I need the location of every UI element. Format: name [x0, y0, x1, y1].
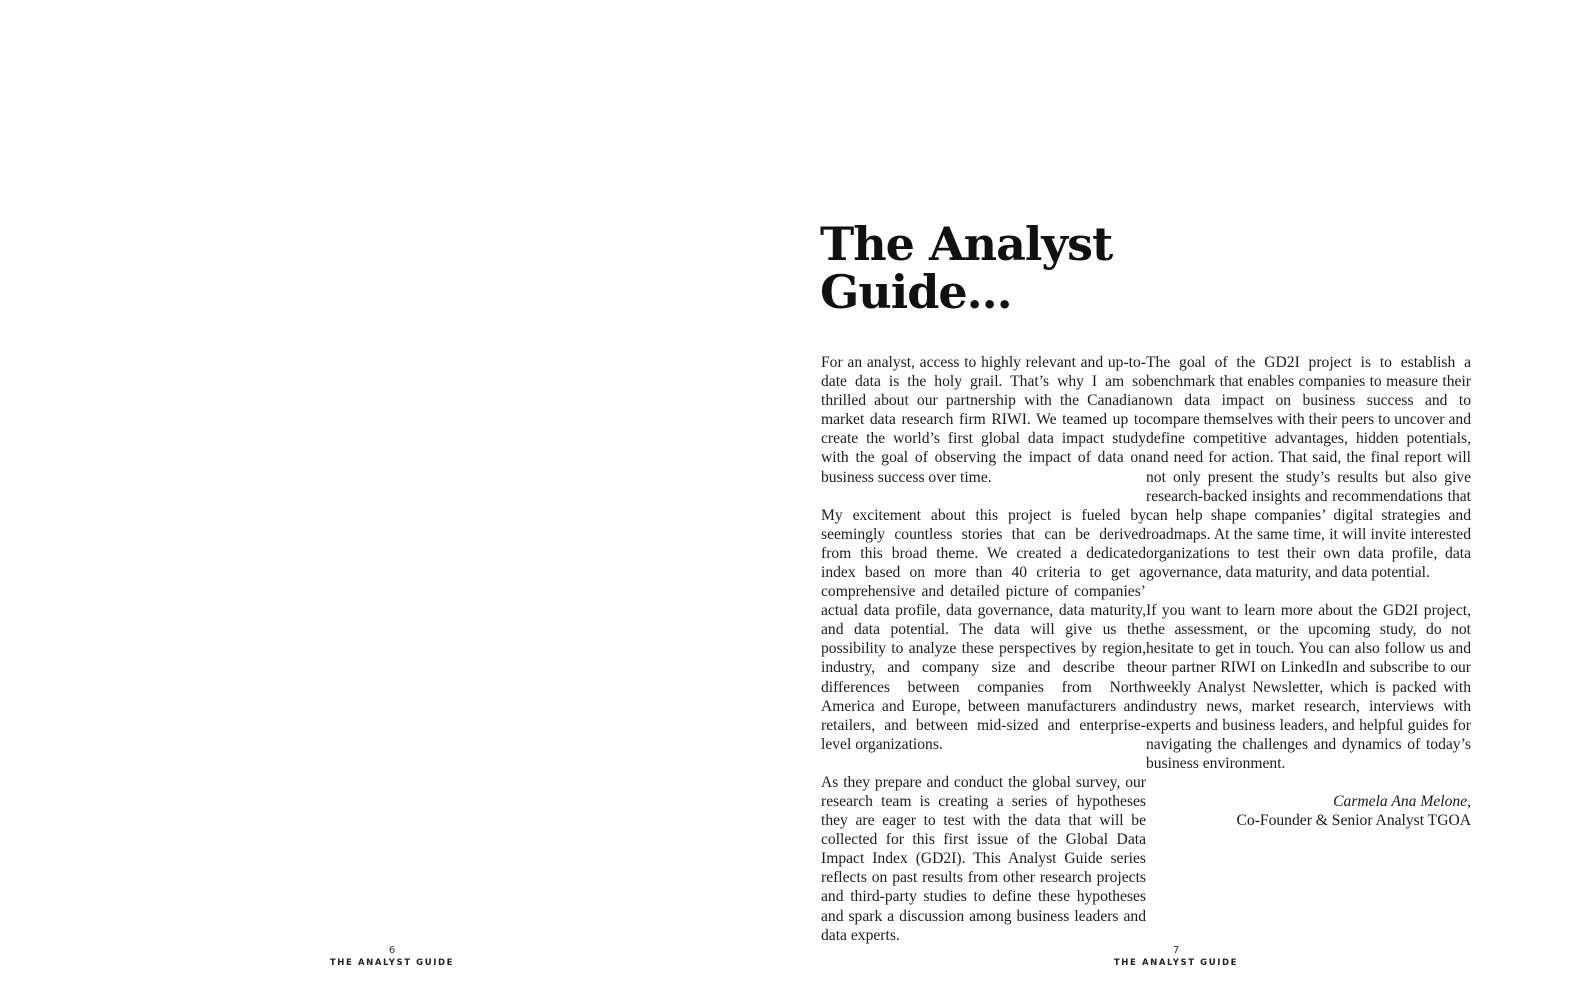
right-page	[794, 0, 1587, 998]
paragraph: If you want to learn more about the GD2I project, the assessment, or the upcoming study, do not hesitate to get in touch. You can also follow us and our partner RIWI on LinkedIn and subscribe to our weekly Analyst Newsletter, which is packed with industry news, market research, interviews with experts and business leaders, and helpful guides for navigating the challenges and dynamics of today’s business environment.	[1146, 602, 1471, 772]
page-number: 7	[1172, 945, 1180, 956]
left-page	[0, 0, 793, 998]
running-footer: THE ANALYST GUIDE	[329, 958, 455, 968]
signature-role: Co-Founder & Senior Analyst TGOA	[1236, 812, 1471, 830]
right-page-footer	[1076, 944, 1276, 969]
title-line-2: Guide...	[820, 265, 1012, 319]
signature-name: Carmela Ana Melone,	[1333, 792, 1471, 810]
text-column-left	[821, 353, 1146, 945]
signature-block	[1146, 792, 1471, 830]
left-page-footer	[292, 944, 492, 969]
running-footer: THE ANALYST GUIDE	[1113, 958, 1239, 968]
body-columns	[821, 353, 1471, 945]
page-number: 6	[388, 945, 396, 956]
text-column-right	[1146, 353, 1471, 945]
paragraph: My excitement about this project is fueled by seemingly countless stories that can be derived from this broad theme. We created a dedicated index based on more than 40 criteria to get a comprehensive and detailed picture of companies’ actual data profile, data governance, data maturity, and data potential. The data will give us the possibility to analyze these perspectives by region, industry, and company size and describe the differences between companies from North America and Europe, between manufacturers and retailers, and between mid-sized and enterprise-level organizations.	[821, 506, 1146, 753]
paragraph: The goal of the GD2I project is to establish a benchmark that enables companies to measure their own data impact on business success and to compare themselves with their peers to uncover and define competitive advantages, hidden potentials, and need for action. That said, the final report will not only present the study’s results but also give research-backed insights and recommendations that can help shape companies’ digital strategies and roadmaps. At the same time, it will invite interested organizations to test their own data profile, data governance, data maturity, and data potential.	[1146, 354, 1471, 582]
paragraph: As they prepare and conduct the global survey, our research team is creating a series of hypotheses they are eager to test with the data that will be collected for this first issue of the Global Data Impact Index (GD2I). This Analyst Guide series reflects on past results from other research projects and third-party studies to define these hypotheses and spark a discussion among business leaders and data experts.	[821, 773, 1146, 944]
page-title	[820, 217, 1160, 319]
paragraph: For an analyst, access to highly relevant and up-to-date data is the holy grail. That’s why I am so thrilled about our partnership with the Canadian market data research firm RIWI. We teamed up to create the world’s first global data impact study with the goal of observing the impact of data on business success over time.	[821, 354, 1146, 486]
title-line-1: The Analyst	[820, 217, 1113, 271]
